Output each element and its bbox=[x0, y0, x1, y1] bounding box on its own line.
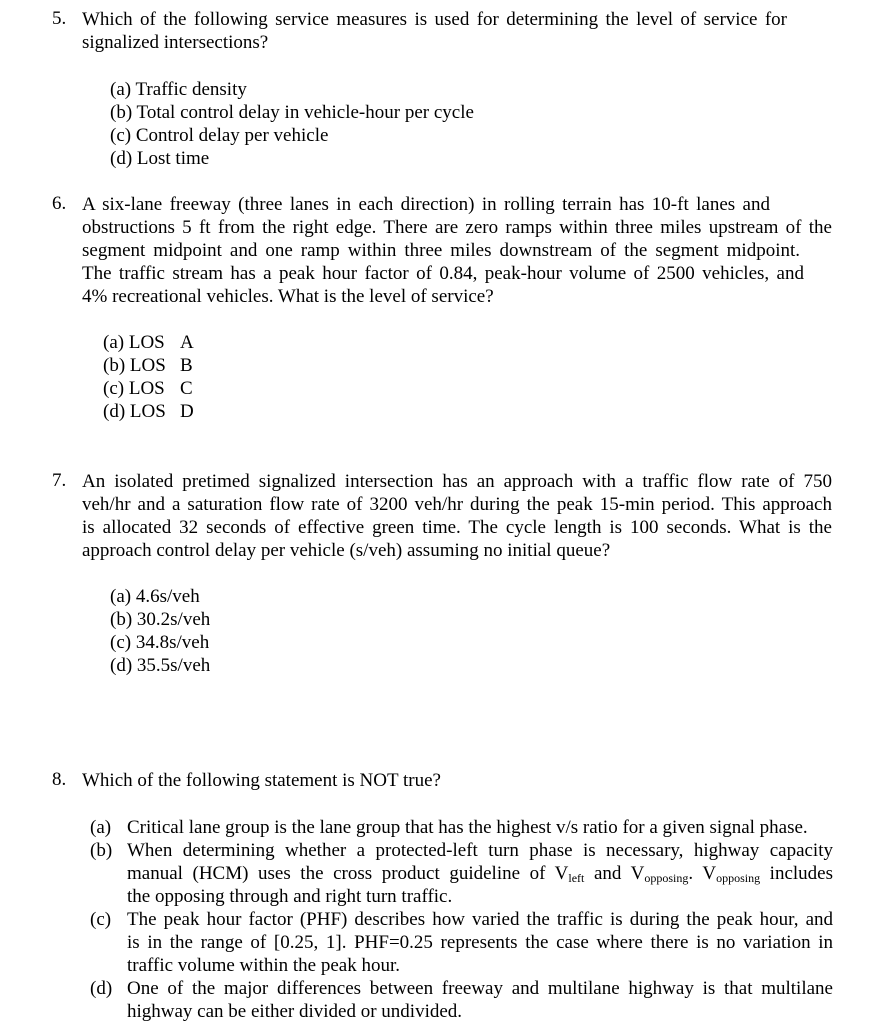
option-a-label: (a) bbox=[90, 817, 112, 838]
option-d-text: One of the major differences between freeway and multilane highway is that multilane bbox=[127, 978, 833, 999]
question-number: 8. bbox=[52, 769, 67, 790]
option-b: (b) LOS B bbox=[103, 355, 193, 376]
option-c: (c) 34.8s/veh bbox=[110, 632, 210, 653]
question-number: 6. bbox=[52, 193, 67, 214]
question-text: The traffic stream has a peak hour factor of 0.84, peak-hour volume of 2500 vehicles, and bbox=[82, 263, 804, 284]
option-c-text: The peak hour factor (PHF) describes how varied the traffic is during the peak hour, and bbox=[127, 909, 833, 930]
option-d: (d) LOS D bbox=[103, 401, 194, 422]
option-b-label: (b) bbox=[90, 840, 113, 861]
option-b: (b) Total control delay in vehicle-hour per cycle bbox=[110, 102, 474, 123]
option-c-text: traffic volume within the peak hour. bbox=[127, 955, 400, 976]
option-a: (a) LOS A bbox=[103, 332, 194, 353]
question-number: 5. bbox=[52, 8, 67, 29]
option-c: (c) LOS C bbox=[103, 378, 193, 399]
option-a-text: Critical lane group is the lane group that has the highest v/s ratio for a given signal phase. bbox=[127, 817, 808, 838]
question-number: 7. bbox=[52, 470, 67, 491]
option-c-text: is in the range of [0.25, 1]. PHF=0.25 represents the case where there is no variation in bbox=[127, 932, 833, 953]
question-text: signalized intersections? bbox=[82, 32, 269, 53]
option-d: (d) 35.5s/veh bbox=[110, 655, 211, 676]
question-text: is allocated 32 seconds of effective green time. The cycle length is 100 seconds. What is the bbox=[82, 517, 832, 538]
option-b-text: manual (HCM) uses the cross product guideline of $V_{left}$ and $V_{opposing}$. $V_{opposing}$ includes bbox=[127, 863, 833, 885]
option-d-text: highway can be either divided or undivided. bbox=[127, 1001, 463, 1022]
option-b: (b) 30.2s/veh bbox=[110, 609, 211, 630]
option-b-text: When determining whether a protected-left turn phase is necessary, highway capacity bbox=[127, 840, 833, 861]
question-text: An isolated pretimed signalized intersection has an approach with a traffic flow rate of 750 bbox=[82, 471, 832, 492]
question-text: obstructions 5 ft from the right edge. There are zero ramps within three miles upstream of the bbox=[82, 217, 832, 238]
question-text: approach control delay per vehicle (s/veh) assuming no initial queue? bbox=[82, 540, 611, 561]
question-text: segment midpoint and one ramp within three miles downstream of the segment midpoint. bbox=[82, 240, 800, 261]
option-a: (a) 4.6s/veh bbox=[110, 586, 200, 607]
option-c: (c) Control delay per vehicle bbox=[110, 125, 329, 146]
question-text: veh/hr and a saturation flow rate of 3200 veh/hr during the peak 15-min period. This approach bbox=[82, 494, 832, 515]
question-text: 4% recreational vehicles. What is the level of service? bbox=[82, 286, 494, 307]
option-d: (d) Lost time bbox=[110, 148, 210, 169]
option-b-text: the opposing through and right turn traffic. bbox=[127, 886, 453, 907]
option-a: (a) Traffic density bbox=[110, 79, 247, 100]
question-text: Which of the following service measures is used for determining the level of service for bbox=[82, 9, 787, 30]
question-text: A six-lane freeway (three lanes in each direction) in rolling terrain has 10-ft lanes and bbox=[82, 194, 770, 215]
option-d-label: (d) bbox=[90, 978, 113, 999]
option-c-label: (c) bbox=[90, 909, 112, 930]
question-text: Which of the following statement is NOT true? bbox=[82, 770, 441, 791]
